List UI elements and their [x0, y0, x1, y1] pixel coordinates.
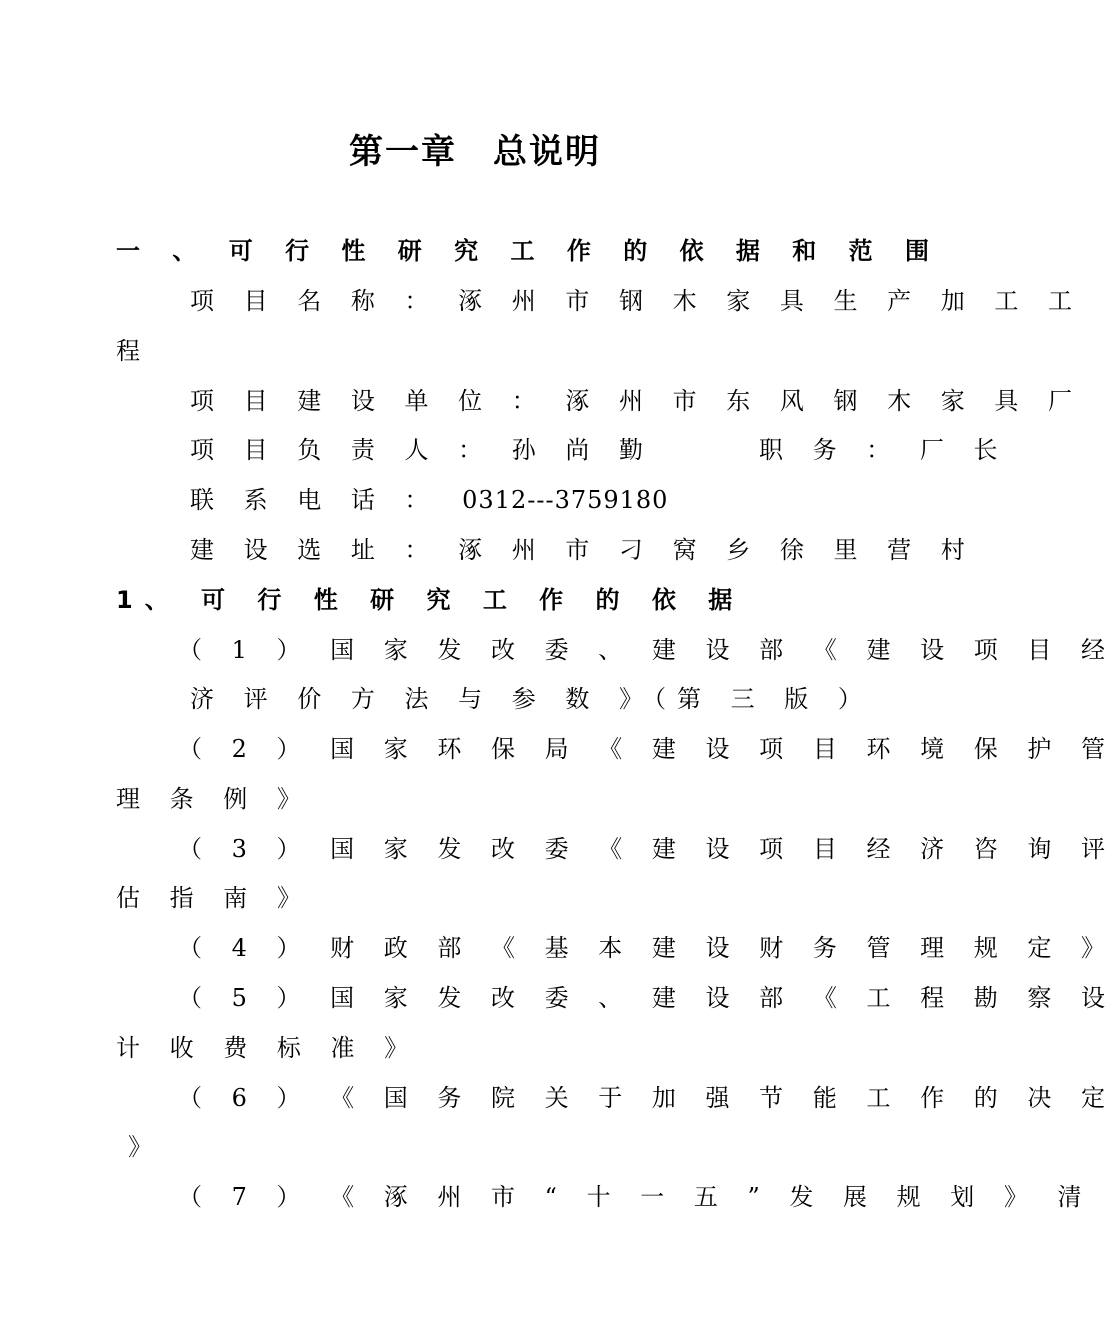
site-line: 建 设 选 址 ： 涿 州 市 刁 窝 乡 徐 里 营 村 — [190, 536, 976, 564]
builder-line: 项 目 建 设 单 位 ： 涿 州 市 东 风 钢 木 家 具 厂 — [190, 387, 1084, 415]
basis-item-2-continuation: 理 条 例 》 — [116, 785, 312, 813]
project-name-continuation: 程 — [116, 337, 151, 365]
basis-item-1: （ 1 ） 国 家 发 改 委 、 建 设 部 《 建 设 项 目 经 — [178, 636, 1116, 664]
basis-item-4: （ 4 ） 财 政 部 《 基 本 建 设 财 务 管 理 规 定 》 — [178, 934, 1116, 962]
basis-item-1-continuation: 济 评 价 方 法 与 参 数 》（第 三 版 ） — [190, 685, 873, 713]
basis-item-3: （ 3 ） 国 家 发 改 委 《 建 设 项 目 经 济 咨 询 评 — [178, 835, 1116, 863]
section-heading-scope: 一 、 可 行 性 研 究 工 作 的 依 据 和 范 围 — [116, 237, 941, 265]
basis-item-5-continuation: 计 收 费 标 准 》 — [116, 1034, 420, 1062]
project-name-line: 项 目 名 称 ： 涿 州 市 钢 木 家 具 生 产 加 工 工 — [190, 287, 1084, 315]
basis-item-5: （ 5 ） 国 家 发 改 委 、 建 设 部 《 工 程 勘 察 设 — [178, 984, 1116, 1012]
phone-label: 联 系 电 话 ： — [190, 486, 440, 514]
owner-line: 项 目 负 责 人 ： 孙 尚 勤 职 务 ： 厂 长 — [190, 436, 1009, 464]
basis-item-6: （ 6 ） 《 国 务 院 关 于 加 强 节 能 工 作 的 决 定 — [178, 1084, 1116, 1112]
basis-item-2: （ 2 ） 国 家 环 保 局 《 建 设 项 目 环 境 保 护 管 — [178, 735, 1116, 763]
basis-item-6-continuation: 》 — [128, 1133, 163, 1161]
basis-item-3-continuation: 估 指 南 》 — [116, 884, 312, 912]
basis-item-7: （ 7 ） 《 涿 州 市 “ 十 一 五 ” 发 展 规 划 》 清 — [178, 1183, 1093, 1211]
section-heading-basis: 1、 可 行 性 研 究 工 作 的 依 据 — [116, 586, 745, 614]
chapter-title: 第一章 总说明 — [349, 132, 601, 172]
phone-value: 0312---3759180 — [462, 486, 669, 514]
phone-line — [190, 483, 668, 517]
